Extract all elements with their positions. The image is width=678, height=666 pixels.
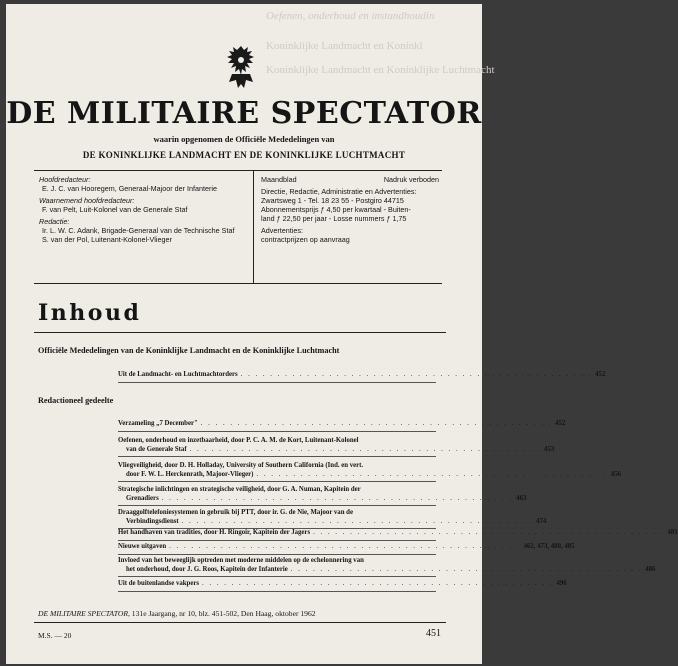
address: Zwartsweg 1 - Tel. 18 23 55 - Postgiro 44715 — [261, 196, 404, 205]
toc-entry-underline — [118, 481, 436, 482]
toc-entry — [118, 557, 656, 574]
publication-info — [261, 175, 439, 244]
toc-entry-page: 481 — [667, 529, 678, 536]
toc-entry — [118, 543, 575, 552]
toc-entry — [118, 509, 547, 526]
editorial-staff — [39, 175, 249, 244]
toc-entry-page: 456 — [610, 470, 622, 478]
toc-leader-dots: . . . . . . . . . . . . . . . . . . . . . . . . . . . . . . . . . . . . . . . . . . . . . . . . — [181, 517, 534, 525]
toc-entry-title: Draaggolftelefoniesystemen in gebruik bij PTT, door ir. G. de Nie, Majoor van de — [118, 509, 353, 516]
toc-entry — [118, 529, 678, 538]
toc-entry-page: 452 — [595, 371, 606, 378]
toc-entry-underline — [118, 505, 436, 506]
section-heading: Officiële Mededelingen van de Koninklijke Landmacht en de Koninklijke Luchtmacht — [38, 346, 340, 355]
editor-label: Hoofdredacteur: — [39, 175, 91, 184]
toc-entry-title: Nieuwe uitgaven — [118, 543, 167, 550]
toc-entry-underline — [118, 576, 436, 577]
contents-heading: Inhoud — [38, 300, 142, 326]
toc-entry-underline — [118, 456, 436, 457]
toc-entry-underline — [118, 554, 436, 555]
toc-leader-dots: . . . . . . . . . . . . . . . . . . . . . . . . . . . . . . . . . . . . . . . . . . . . . . . . — [200, 420, 553, 427]
toc-entry-page: 462, 473, 480, 485 — [523, 543, 575, 550]
ads-text: contractprijzen op aanvraag — [261, 235, 350, 244]
bleed-through-text: Oefenen, onderhoud en instandhoudin — [266, 10, 435, 22]
toc-entry — [118, 580, 567, 589]
deputy-editor-name: F. van Pelt, Luit-Kolonel van de Generale Staf — [42, 205, 188, 214]
subscription-price: land ƒ 22,50 per jaar - Losse nummers ƒ 1,75 — [261, 214, 407, 223]
toc-entry-page: 474 — [536, 517, 547, 525]
toc-entry — [118, 420, 566, 429]
toc-entry-title: Oefenen, onderhoud en inzetbaarheid, door P. C. A. M. de Kort, Luitenant-Kolonel — [118, 437, 359, 444]
divider — [34, 332, 446, 333]
footer-publication: DE MILITAIRE SPECTATOR, — [38, 609, 130, 618]
subscription-price: Abonnementsprijs ƒ 4,50 per kwartaal - Buiten- — [261, 205, 411, 214]
toc-leader-dots: . . . . . . . . . . . . . . . . . . . . . . . . . . . . . . . . . . . . . . . . . . . . . . . . — [189, 445, 542, 453]
bleed-through-text: Koninklijke Landmacht en Koninkl — [266, 40, 423, 52]
document-page — [6, 4, 678, 664]
editor-name: E. J. C. van Hooregem, Generaal-Majoor der Infanterie — [42, 184, 217, 193]
frequency: Maandblad — [261, 175, 297, 184]
toc-leader-dots: . . . . . . . . . . . . . . . . . . . . . . . . . . . . . . . . . . . . . . . . . . . . . . . . — [169, 543, 521, 550]
redactie-label: Redactie: — [39, 217, 70, 226]
masthead-title: DE MILITAIRE SPECTATOR — [6, 96, 482, 131]
toc-entry-title: Verzameling „7 December" — [118, 420, 198, 427]
deputy-editor-label: Waarnemend hoofdredacteur: — [39, 196, 135, 205]
signature-code: M.S. — 20 — [38, 631, 72, 640]
toc-entry-title: Het handhaven van tradities, door H. Ringoir, Kapitein der Jagers — [118, 529, 311, 536]
toc-entry-page: 486 — [645, 565, 656, 573]
publication-footer — [38, 609, 316, 618]
redactie-member: Ir. L. W. C. Adank, Brigade-Generaal van de Technische Staf — [42, 226, 235, 235]
toc-entry-underline — [118, 431, 436, 432]
masthead-subtitle-2: DE KONINKLIJKE LANDMACHT EN DE KONINKLIJKE LUCHTMACHT — [82, 150, 406, 160]
toc-leader-dots: . . . . . . . . . . . . . . . . . . . . . . . . . . . . . . . . . . . . . . . . . . . . . . . . — [240, 371, 593, 378]
toc-entry-title: Strategische inlichtingen en strategische veiligheid, door G. A. Numan, Kapitein der — [118, 486, 361, 493]
ads-label: Advertenties: — [261, 226, 303, 235]
toc-entry-title: het onderhoud, door J. G. Roos, Kapitein der Infanterie — [126, 565, 288, 573]
toc-entry-title: Uit de Landmacht- en Luchtmachtorders — [118, 371, 238, 378]
toc-entry — [118, 437, 555, 454]
toc-entry-title: Verbindingsdienst — [126, 517, 179, 525]
toc-entry-title: Invloed van het beweeglijk optreden met moderne middelen op de echelonnering van — [118, 557, 364, 564]
toc-entry-underline — [118, 382, 436, 383]
toc-entry — [118, 371, 606, 380]
toc-entry-title: Uit de buitenlandse vakpers — [118, 580, 200, 587]
masthead-subtitle: waarin opgenomen de Officiële Mededelingen van — [153, 134, 335, 144]
toc-entry — [118, 462, 622, 479]
divider — [34, 622, 446, 623]
toc-entry-underline — [118, 591, 436, 592]
toc-entry-page: 453 — [544, 445, 555, 453]
toc-entry-title: door F. W. L. Herckenrath, Majoor-Vlieger) — [126, 470, 254, 478]
toc-entry-title: Grenadiers — [126, 494, 159, 502]
column-divider — [253, 171, 254, 283]
toc-leader-dots: . . . . . . . . . . . . . . . . . . . . . . . . . . . . . . . . . . . . . . . . . . . . . . . . — [161, 494, 514, 502]
toc-leader-dots: . . . . . . . . . . . . . . . . . . . . . . . . . . . . . . . . . . . . . . . . . . . . . . . . — [256, 470, 608, 478]
toc-entry-underline — [118, 540, 436, 541]
reprint-notice: Nadruk verboden — [383, 175, 439, 184]
footer-details: 131e Jaargang, nr 10, blz. 451-502, Den Haag, oktober 1962 — [129, 609, 316, 618]
toc-entry-title: van de Generale Staf — [126, 445, 187, 453]
redactie-member: S. van der Pol, Luitenant-Kolonel-Vlieger — [42, 235, 172, 244]
lion-crest-icon — [220, 44, 262, 92]
address-label: Directie, Redactie, Administratie en Advertenties: — [261, 187, 417, 196]
masthead-info-box — [34, 170, 442, 284]
toc-entry-page: 496 — [556, 580, 567, 587]
bleed-through-text: Koninklijke Landmacht en Koninklijke Luchtmacht — [266, 64, 495, 76]
toc-entry-page: 452 — [555, 420, 566, 427]
toc-entry-title: Vliegveiligheid, door D. H. Holladay, University of Southern California (Ind. en vert. — [118, 462, 364, 469]
toc-entry — [118, 486, 527, 503]
toc-leader-dots: . . . . . . . . . . . . . . . . . . . . . . . . . . . . . . . . . . . . . . . . . . . . . . . . — [202, 580, 554, 587]
page-number: 451 — [426, 628, 441, 639]
toc-leader-dots: . . . . . . . . . . . . . . . . . . . . . . . . . . . . . . . . . . . . . . . . . . . . . . . . — [313, 529, 665, 536]
toc-leader-dots: . . . . . . . . . . . . . . . . . . . . . . . . . . . . . . . . . . . . . . . . . . . . . . . . — [290, 565, 643, 573]
section-heading: Redactioneel gedeelte — [38, 396, 114, 405]
toc-entry-page: 463 — [516, 494, 527, 502]
